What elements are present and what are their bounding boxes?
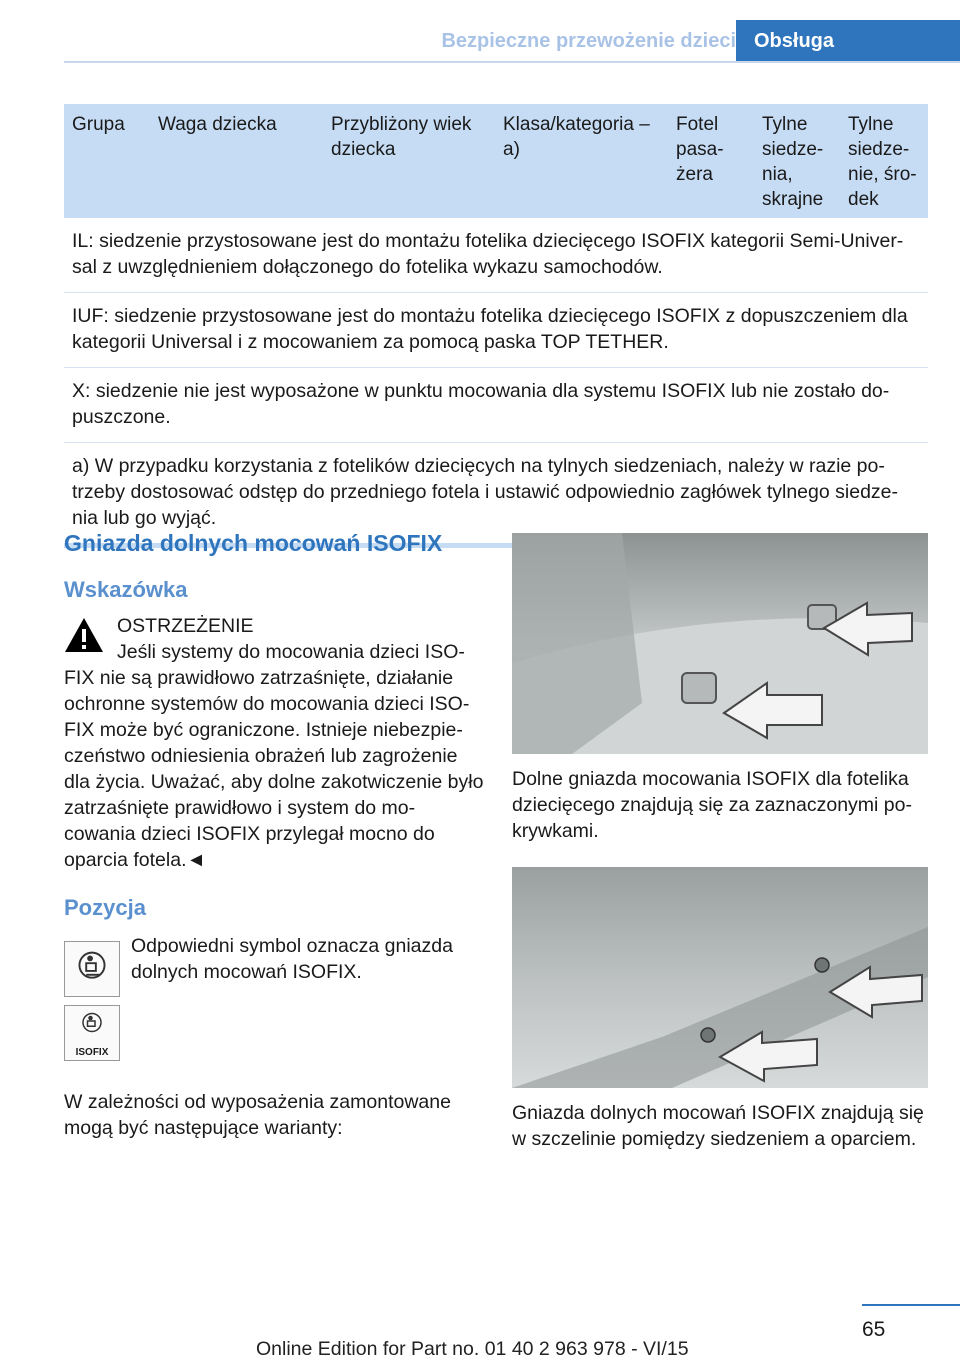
section-title: Gniazda dolnych mocowań ISOFIX — [64, 530, 443, 556]
warning-block — [64, 613, 484, 665]
page-number: 65 — [862, 1318, 886, 1341]
isofix-gap-photo — [512, 867, 928, 1088]
header-chapter-tab: Obsługa — [736, 20, 960, 62]
isofix-covers-photo — [512, 533, 928, 754]
isofix-labelled-symbol-icon — [64, 1005, 120, 1061]
warning-title: OSTRZEŻENIE — [117, 615, 254, 637]
table-header-cell: Klasa/kategoria – a) — [503, 114, 650, 160]
position-row — [64, 933, 484, 991]
note-heading: Wskazówka — [64, 577, 188, 602]
figure-caption-2: Gniazda dolnych mocowań ISOFIX znajdują się w szczelinie pomiędzy siedzeniem a oparciem. — [512, 1102, 924, 1150]
table-header-cell: Tylne siedze-nie, śro-dek — [848, 114, 917, 210]
variants-text: W zależności od wyposażenia zamontowane mogą być następujące warianty: — [64, 1091, 451, 1139]
left-column — [64, 530, 484, 1141]
table-note-row: X: siedzenie nie jest wyposażone w punktu mocowania dla systemu ISOFIX lub nie zostało do-puszczone. — [64, 368, 928, 443]
position-heading: Pozycja — [64, 895, 146, 920]
table-header-cell: Przybliżony wiek dziecka — [331, 114, 472, 160]
warning-text: FIX nie są prawidłowo zatrzaśnięte, działanie ochronne systemów do mocowania dzieci ISO-FIX może być ograniczone. Istnieje niebezpie-czeństwo odniesienia obrażeń lub zagrożenie dla życia. Uważać, aby dolne zakotwiczenie było zatrzaśnięte prawidłowo i system do mo-cowania dzieci ISOFIX przylegał mocno do oparcia fotela.◄ — [64, 667, 484, 871]
isofix-symbol-icon — [64, 941, 120, 997]
table-note-row: IUF: siedzenie przystosowane jest do montażu fotelika dziecięcego ISOFIX z dopuszczeniem dla kategorii Universal i z mocowaniem za pomocą paska TOP TETHER. — [64, 293, 928, 368]
warning-triangle-icon — [64, 617, 104, 653]
table-header-cell: Grupa — [72, 114, 125, 135]
page-number-rule — [862, 1304, 960, 1306]
header-divider — [64, 61, 960, 63]
table-header-row — [64, 104, 928, 218]
header-section-title: Bezpieczne przewożenie dzieci — [441, 30, 736, 52]
table-note-row: a) W przypadku korzystania z fotelików dziecięcych na tylnych siedzeniach, należy w razie po-trzeby dostosować odstęp do przedniego fotela i ustawić odpowiednio zagłówek tylnego siedze-nia lub go wyjąć. — [64, 443, 928, 548]
table-header-cell: Waga dziecka — [158, 114, 277, 135]
footer-edition: Online Edition for Part no. 01 40 2 963 978 - VI/15 — [256, 1338, 689, 1360]
page-header — [0, 0, 960, 62]
figure-caption-1: Dolne gniazda mocowania ISOFIX dla fotelika dziecięcego znajdują się za zaznaczonymi po-krywkami. — [512, 768, 912, 842]
position-text: Odpowiedni symbol oznacza gniazda dolnych mocowań ISOFIX. — [131, 935, 453, 983]
table-note-row: IL: siedzenie przystosowane jest do montażu fotelika dziecięcego ISOFIX kategorii Semi-Univer-sal z uwzględnieniem dołączonego do fotelika wykazu samochodów. — [64, 218, 928, 293]
isofix-symbol-label: ISOFIX — [75, 1047, 109, 1058]
warning-first-line: Jeśli systemy do mocowania dzieci ISO- — [117, 641, 465, 663]
child-seat-table — [64, 104, 928, 548]
table-header-cell: Tylne siedze-nia, skrajne — [762, 114, 824, 210]
table-header-cell: Fotel pasa-żera — [676, 114, 724, 185]
